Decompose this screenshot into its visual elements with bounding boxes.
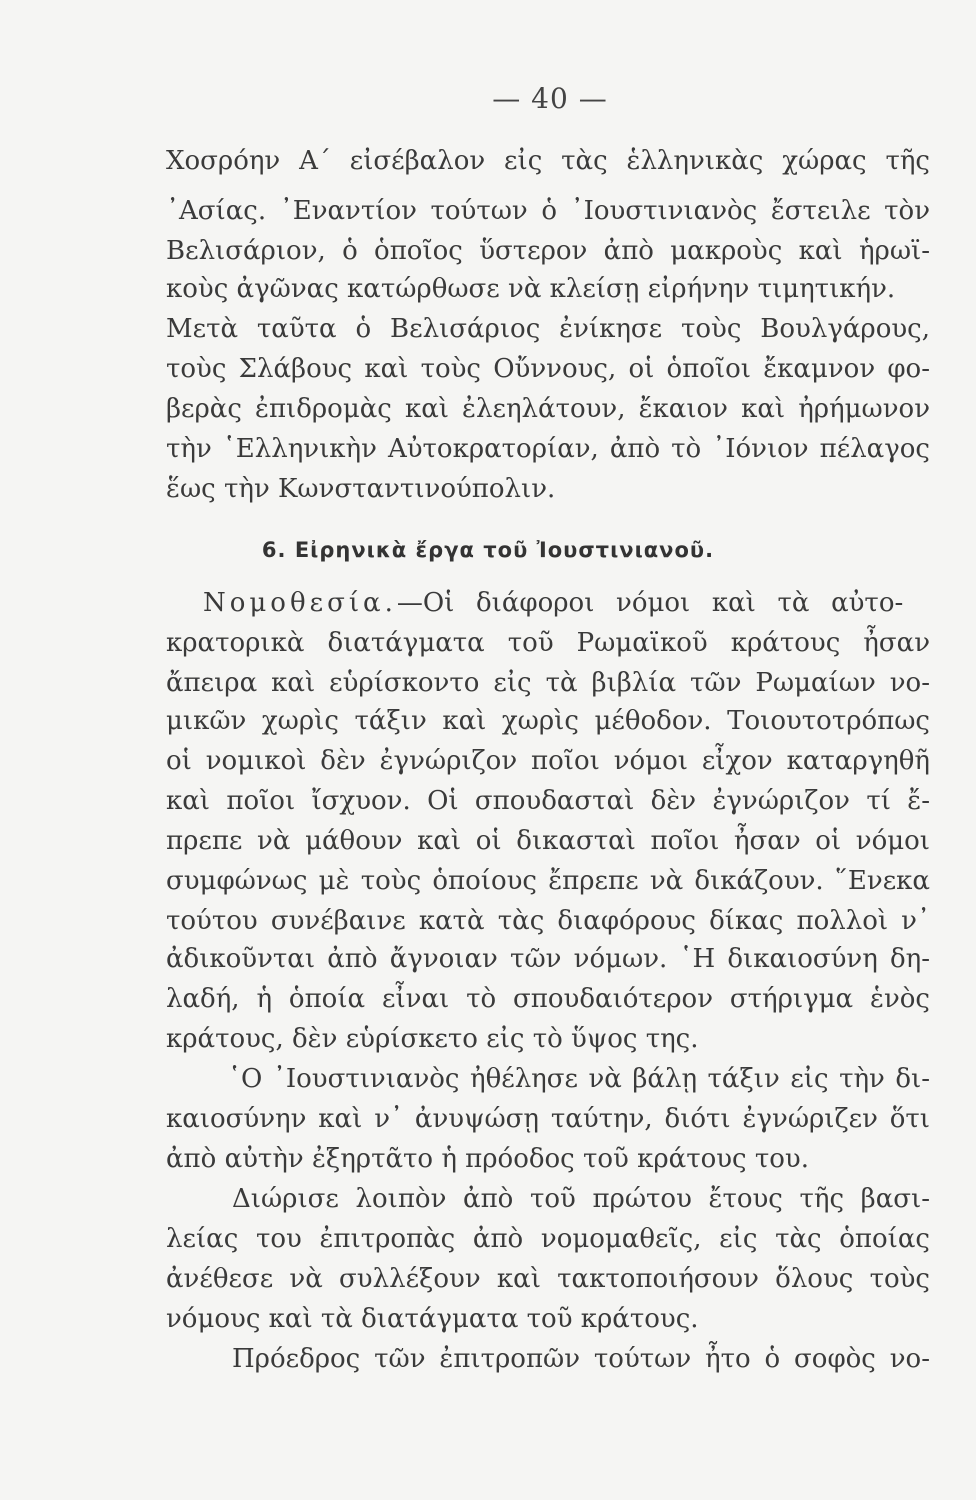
text-line: ἀνέθεσε νὰ συλλέξουν καὶ τακτοποιήσουν ὅλους τοὺς — [166, 1264, 930, 1294]
text-line: ἕως τὴν Κωνσταντινούπολιν. — [166, 474, 556, 504]
text-line: Διώρισε λοιπὸν ἀπὸ τοῦ πρώτου ἔτους τῆς βασι- — [232, 1184, 930, 1214]
text-line: Μετὰ ταῦτα ὁ Βελισάριος ἐνίκησε τοὺς Βουλγάρους, — [166, 314, 930, 344]
section-lead-term: Νομοθεσία. — [203, 588, 397, 618]
text-line: καιοσύνην καὶ ν᾿ ἀνυψώσῃ ταύτην, διότι ἐγνώριζεν ὅτι — [166, 1104, 930, 1134]
page-number: — 40 — — [492, 82, 608, 115]
text-line: κρατορικὰ διατάγματα τοῦ Ρωμαϊκοῦ κράτους ἦσαν — [166, 628, 930, 658]
text-line: συμφώνως μὲ τοὺς ὁποίους ἔπρεπε νὰ δικάζουν. ῞Ενεκα — [166, 866, 930, 896]
text-line: τὴν ῾Ελληνικὴν Αὐτοκρατορίαν, ἀπὸ τὸ ᾿Ιόνιον πέλαγος — [166, 434, 930, 464]
text-line: λείας του ἐπιτροπὰς ἀπὸ νομομαθεῖς, εἰς τὰς ὁποίας — [166, 1224, 930, 1254]
text-line: οἱ νομικοὶ δὲν ἐγνώριζον ποῖοι νόμοι εἶχον καταργηθῆ — [166, 746, 930, 776]
text-line — [203, 590, 903, 616]
text-line: πρεπε νὰ μάθουν καὶ οἱ δικασταὶ ποῖοι ἦσαν οἱ νόμοι — [166, 826, 930, 856]
text-line: κοὺς ἀγῶνας κατώρθωσε νὰ κλείσῃ εἰρήνην τιμητικήν. — [166, 274, 896, 304]
text-line-rest: —Οἱ διάφοροι νόμοι καὶ τὰ αὐτο- — [396, 588, 904, 618]
text-line: Χοσρόην Α΄ εἰσέβαλον εἰς τὰς ἑλληνικὰς χώρας τῆς — [166, 146, 930, 176]
text-line: μικῶν χωρὶς τάξιν καὶ χωρὶς μέθοδον. Τοιουτοτρόπως — [166, 706, 930, 736]
section-heading: 6. Εἰρηνικὰ ἔργα τοῦ Ἰουστινιανοῦ. — [261, 538, 715, 562]
text-line: Πρόεδρος τῶν ἐπιτροπῶν τούτων ἦτο ὁ σοφὸς νο- — [232, 1344, 930, 1374]
text-line: τούτου συνέβαινε κατὰ τὰς διαφόρους δίκας πολλοὶ ν᾿ — [166, 906, 930, 936]
text-line: ἀδικοῦνται ἀπὸ ἄγνοιαν τῶν νόμων. ῾Η δικαιοσύνη δη- — [166, 944, 930, 974]
text-line: ἀπὸ αὐτὴν ἐξηρτᾶτο ἡ πρόοδος τοῦ κράτους του. — [166, 1144, 809, 1174]
text-line: λαδή, ἡ ὁποία εἶναι τὸ σπουδαιότερον στήριγμα ἑνὸς — [166, 984, 930, 1014]
text-line: καὶ ποῖοι ἴσχυον. Οἱ σπουδασταὶ δὲν ἐγνώριζον τί ἔ- — [166, 786, 930, 816]
text-line: ἄπειρα καὶ εὑρίσκοντο εἰς τὰ βιβλία τῶν Ρωμαίων νο- — [166, 668, 930, 698]
text-line: τοὺς Σλάβους καὶ τοὺς Οὔννους, οἱ ὁποῖοι ἔκαμνον φο- — [166, 354, 930, 384]
text-line: βερὰς ἐπιδρομὰς καὶ ἐλεηλάτουν, ἔκαιον καὶ ἠρήμωνον — [166, 394, 930, 424]
text-line: ῾Ο ᾿Ιουστινιανὸς ἠθέλησε νὰ βάλῃ τάξιν εἰς τὴν δι- — [228, 1064, 930, 1094]
text-line: κράτους, δὲν εὑρίσκετο εἰς τὸ ὕψος της. — [166, 1024, 699, 1054]
text-line: ᾿Ασίας. ᾿Εναντίον τούτων ὁ ᾿Ιουστινιανὸς ἔστειλε τὸν — [166, 196, 930, 226]
text-line: νόμους καὶ τὰ διατάγματα τοῦ κράτους. — [166, 1304, 699, 1334]
text-line: Βελισάριον, ὁ ὁποῖος ὕστερον ἀπὸ μακροὺς καὶ ἡρωϊ- — [166, 236, 930, 266]
